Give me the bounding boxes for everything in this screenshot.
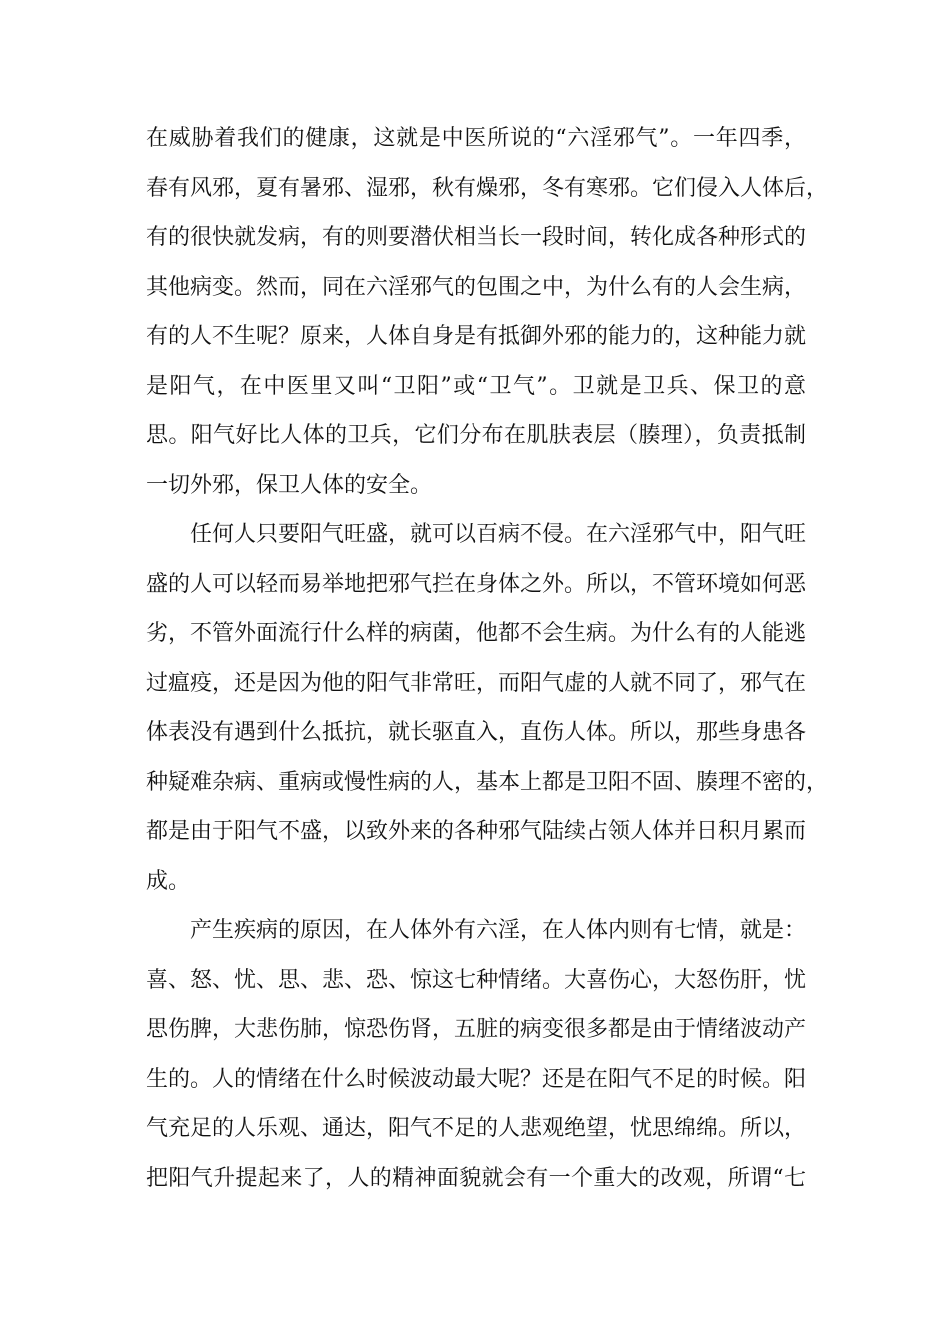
- body-text: [146, 114, 829, 1203]
- text-line: 都是由于阳气不盛，以致外来的各种邪气陆续占领人体并日积月累而: [146, 819, 807, 844]
- text-line: 种疑难杂病、重病或慢性病的人，基本上都是卫阳不固、腠理不密的，: [146, 769, 829, 795]
- text-line: 产生疾病的原因，在人体外有六淫，在人体内则有七情，就是：: [190, 918, 807, 943]
- text-line: 思伤脾，大悲伤肺，惊恐伤肾，五脏的病变很多都是由于情绪波动产: [146, 1017, 807, 1042]
- text-line: 过瘟疫，还是因为他的阳气非常旺，而阳气虚的人就不同了，邪气在: [146, 670, 807, 696]
- text-line: 体表没有遇到什么抵抗，就长驱直入，直伤人体。所以，那些身患各: [146, 720, 807, 745]
- text-line: 成。: [146, 868, 191, 894]
- text-line: 劣，不管外面流行什么样的病菌，他都不会生病。为什么有的人能逃: [146, 621, 807, 646]
- text-line: 把阳气升提起来了，人的精神面貌就会有一个重大的改观，所谓“七: [146, 1165, 806, 1191]
- text-line: 一切外邪，保卫人体的安全。: [146, 472, 433, 498]
- text-line: 喜、怒、忧、思、悲、恐、惊这七种情绪。大喜伤心，大怒伤肝，忧: [146, 967, 807, 993]
- text-line: 盛的人可以轻而易举地把邪气拦在身体之外。所以，不管环境如何恶: [146, 571, 807, 597]
- text-line: 在威胁着我们的健康，这就是中医所说的“六淫邪气”。一年四季，: [146, 126, 806, 151]
- text-line: 思。阳气好比人体的卫兵，它们分布在肌肤表层（腠理），负责抵制: [146, 423, 806, 448]
- text-line: 有的人不生呢？原来，人体自身是有抵御外邪的能力的，这种能力就: [146, 324, 807, 349]
- text-line: 任何人只要阳气旺盛，就可以百病不侵。在六淫邪气中，阳气旺: [190, 522, 807, 547]
- text-line: 春有风邪，夏有暑邪、湿邪，秋有燥邪，冬有寒邪。它们侵入人体后，: [146, 175, 829, 201]
- text-line: 有的很快就发病，有的则要潜伏相当长一段时间，转化成各种形式的: [146, 225, 807, 250]
- text-line: 生的。人的情绪在什么时候波动最大呢？还是在阳气不足的时候。阳: [146, 1066, 807, 1092]
- text-line: 其他病变。然而，同在六淫邪气的包围之中，为什么有的人会生病，: [146, 274, 807, 300]
- text-line: 是阳气，在中医里又叫“卫阳”或“卫气”。卫就是卫兵、保卫的意: [146, 373, 806, 399]
- text-line: 气充足的人乐观、通达，阳气不足的人悲观绝望，忧思绵绵。所以，: [146, 1116, 807, 1141]
